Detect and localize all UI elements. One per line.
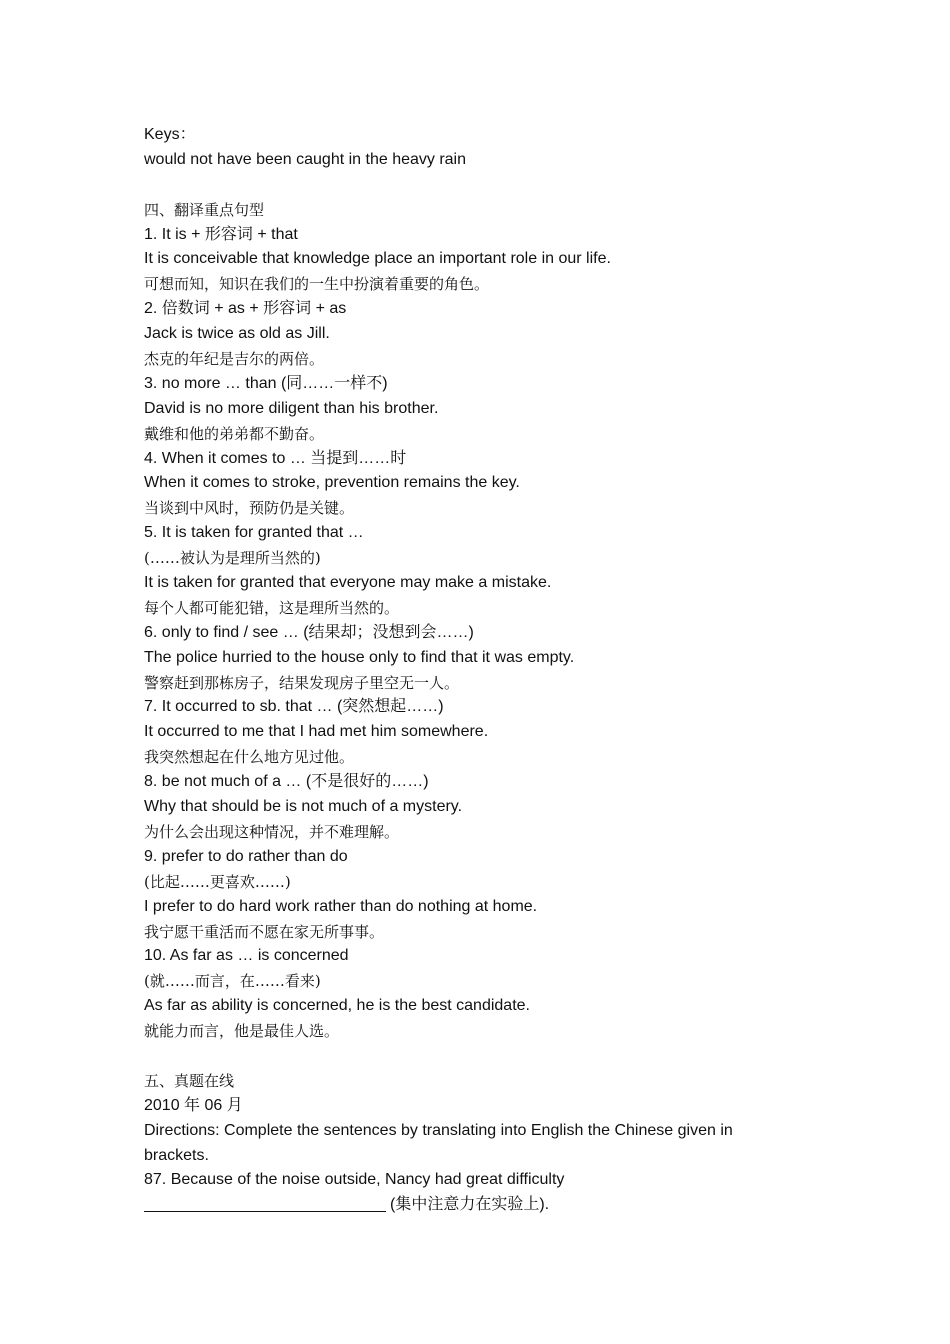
pattern-note: (比起……更喜欢……) [144, 872, 291, 891]
spacer [144, 173, 784, 198]
example-english: As far as ability is concerned, he is the best candidate. [144, 997, 530, 1015]
question-87: 87. Because of the noise outside, Nancy had great difficulty [144, 1171, 565, 1189]
pattern-line: 2. 倍数词 + as + 形容词 + as [144, 300, 347, 318]
document-page [144, 123, 784, 1218]
example-chinese: 为什么会出现这种情况，并不难理解。 [144, 822, 400, 841]
spacer [144, 1044, 784, 1069]
section-four-heading: 四、翻译重点句型 [144, 200, 265, 219]
example-chinese: 每个人都可能犯错，这是理所当然的。 [144, 598, 400, 617]
pattern-line: 9. prefer to do rather than do [144, 847, 348, 865]
example-english: David is no more diligent than his brother. [144, 399, 439, 417]
pattern-line: 7. It occurred to sb. that … (突然想起……) [144, 698, 444, 716]
pattern-line: 10. As far as … is concerned [144, 947, 349, 965]
example-chinese: 我宁愿干重活而不愿在家无所事事。 [144, 922, 385, 941]
pattern-line: 3. no more … than (同……一样不) [144, 374, 388, 392]
example-english: I prefer to do hard work rather than do nothing at home. [144, 897, 538, 915]
example-english: It occurred to me that I had met him somewhere. [144, 723, 489, 741]
question-87-answer-line [144, 1193, 784, 1218]
pattern-line: 6. only to find / see … (结果却；没想到会……) [144, 623, 474, 641]
pattern-line: 1. It is + 形容词 + that [144, 225, 298, 243]
exam-date: 2010 年 06 月 [144, 1096, 243, 1114]
example-english: The police hurried to the house only to find that it was empty. [144, 648, 575, 666]
example-chinese: 当谈到中风时，预防仍是关键。 [144, 499, 355, 518]
pattern-note: (……被认为是理所当然的) [144, 549, 321, 568]
sentence-pattern-list [144, 223, 784, 1044]
pattern-line: 8. be not much of a … (不是很好的……) [144, 773, 429, 791]
directions-line-2: brackets. [144, 1146, 209, 1164]
section-five-heading: 五、真题在线 [144, 1071, 235, 1090]
example-chinese: 杰克的年纪是吉尔的两倍。 [144, 350, 325, 369]
example-english: Jack is twice as old as Jill. [144, 325, 330, 343]
directions-line-1: Directions: Complete the sentences by translating into English the Chinese given in [144, 1121, 733, 1139]
example-english: It is taken for granted that everyone may make a mistake. [144, 574, 552, 592]
example-chinese: 就能力而言，他是最佳人选。 [144, 1022, 340, 1041]
example-chinese: 警察赶到那栋房子，结果发现房子里空无一人。 [144, 673, 460, 692]
example-chinese: 戴维和他的弟弟都不勤奋。 [144, 424, 325, 443]
example-english: It is conceivable that knowledge place an important role in our life. [144, 250, 611, 268]
keys-answer: would not have been caught in the heavy rain [144, 150, 467, 168]
answer-blank[interactable] [144, 1194, 386, 1212]
example-chinese: 可想而知，知识在我们的一生中扮演着重要的角色。 [144, 275, 490, 294]
example-chinese: 我突然想起在什么地方见过他。 [144, 748, 355, 767]
pattern-note: (就……而言，在……看来) [144, 972, 321, 991]
question-87-hint: (集中注意力在实验上). [390, 1196, 550, 1214]
example-english: When it comes to stroke, prevention remains the key. [144, 474, 520, 492]
pattern-line: 4. When it comes to … 当提到……时 [144, 449, 407, 467]
keys-heading: Keys： [144, 126, 196, 143]
pattern-line: 5. It is taken for granted that … [144, 524, 364, 542]
example-english: Why that should be is not much of a mystery. [144, 798, 463, 816]
